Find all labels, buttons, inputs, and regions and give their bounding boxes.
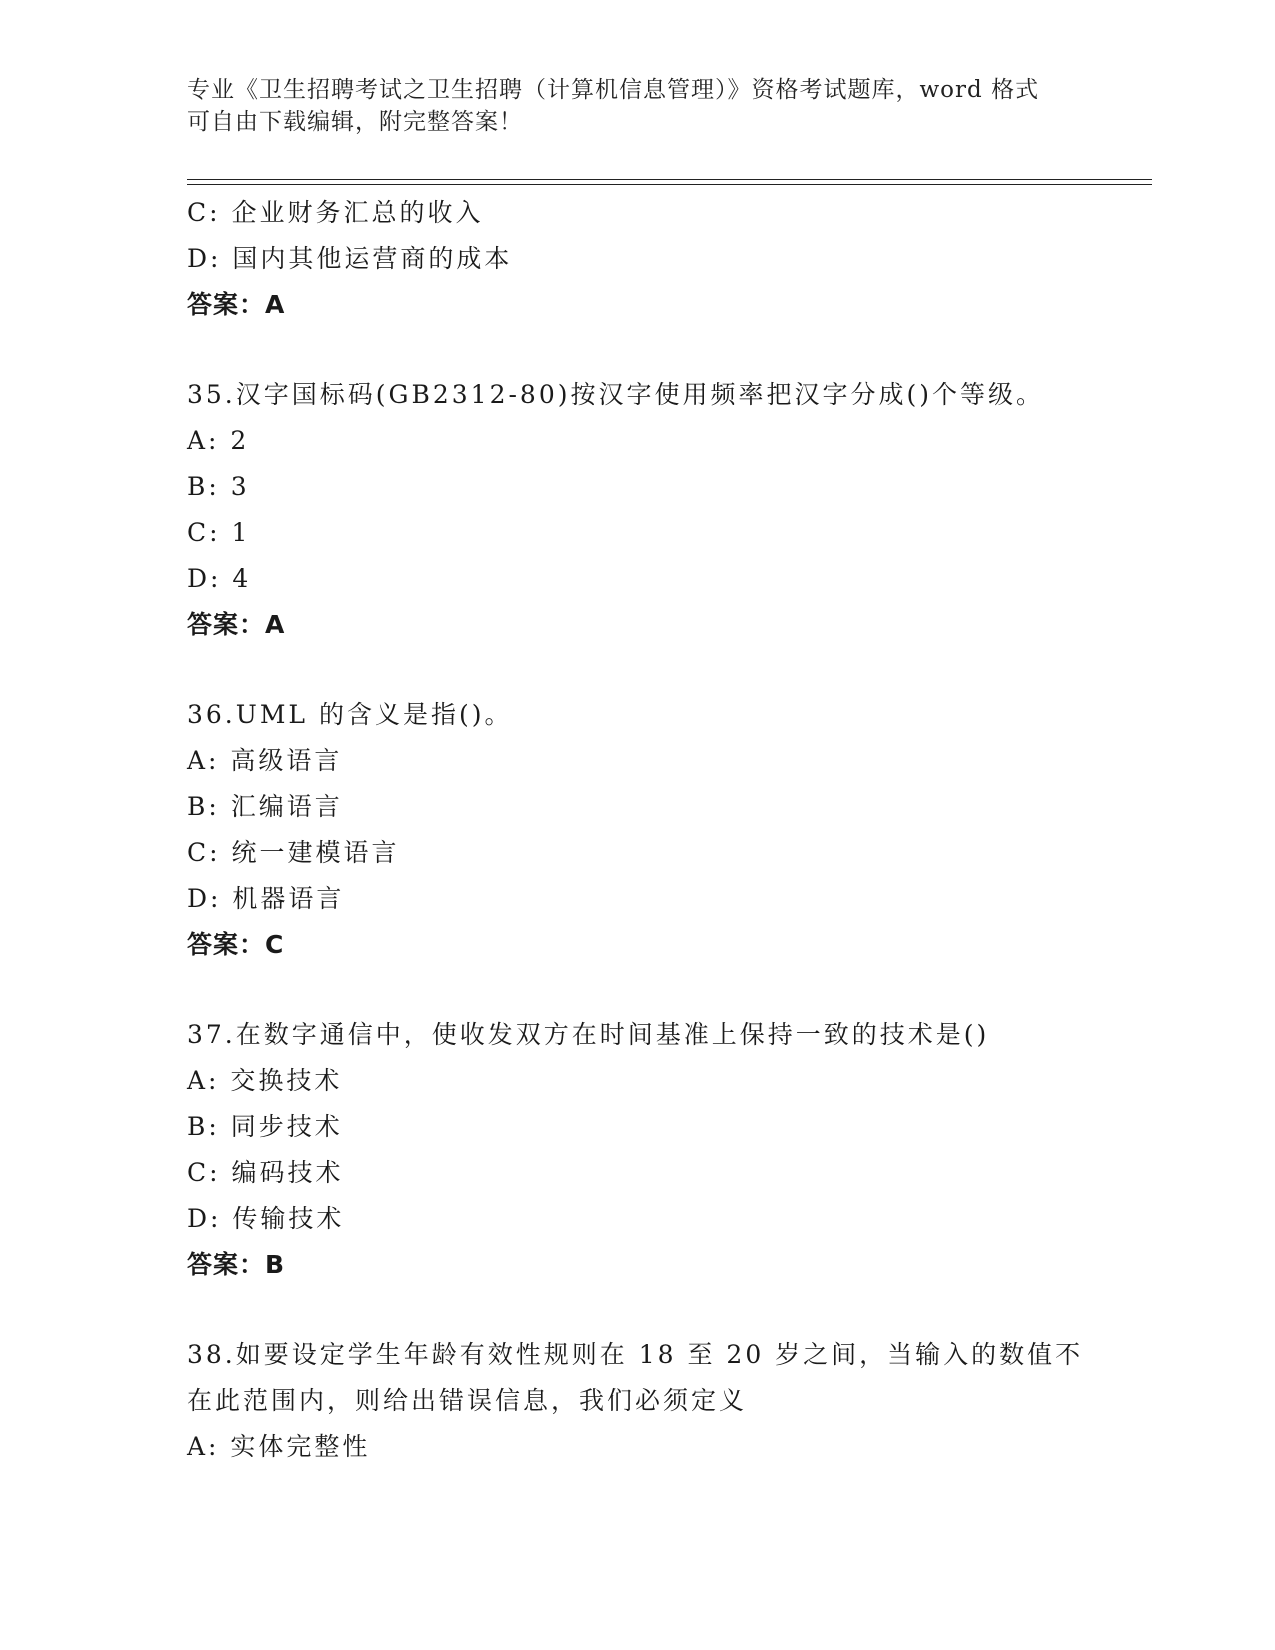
option-a: A: 高级语言: [187, 746, 343, 775]
option-b: B: 汇编语言: [187, 792, 343, 821]
question-spacer: [187, 328, 1087, 372]
answer-line: 答案：B: [187, 1250, 286, 1279]
option-a: A: 2: [187, 426, 250, 455]
option-d: D: 传输技术: [187, 1204, 345, 1233]
question-spacer: [187, 968, 1087, 1012]
question-stem: 37.在数字通信中，使收发双方在时间基准上保持一致的技术是(): [187, 1020, 990, 1049]
header-divider-bottom: [187, 184, 1152, 185]
option-c: C: 企业财务汇总的收入: [187, 198, 484, 227]
question-stem: 35.汉字国标码(GB2312-80)按汉字使用频率把汉字分成()个等级。: [187, 380, 1044, 409]
header-line-2: 可自由下载编辑，附完整答案！: [187, 109, 523, 135]
document-header: [187, 74, 1067, 138]
question-stem-line-2: 在此范围内，则给出错误信息，我们必须定义: [187, 1386, 748, 1415]
option-a: A: 交换技术: [187, 1066, 343, 1095]
option-c: C: 1: [187, 518, 251, 547]
question-stem: 36.UML 的含义是指()。: [187, 700, 513, 729]
option-b: B: 3: [187, 472, 250, 501]
option-d: D: 国内其他运营商的成本: [187, 244, 513, 273]
question-stem-line-1: 38.如要设定学生年龄有效性规则在 18 至 20 岁之间，当输入的数值不: [187, 1340, 1084, 1369]
header-divider-top: [187, 179, 1152, 180]
question-list: [187, 190, 1087, 1470]
option-b: B: 同步技术: [187, 1112, 343, 1141]
option-c: C: 编码技术: [187, 1158, 344, 1187]
answer-line: 答案：A: [187, 610, 286, 639]
question-spacer: [187, 648, 1087, 692]
option-a: A: 实体完整性: [187, 1432, 371, 1461]
option-d: D: 4: [187, 564, 252, 593]
question-spacer: [187, 1288, 1087, 1332]
answer-line: 答案：A: [187, 290, 286, 319]
header-line-1: 专业《卫生招聘考试之卫生招聘（计算机信息管理）》资格考试题库，word 格式: [187, 77, 1040, 103]
answer-line: 答案：C: [187, 930, 285, 959]
option-c: C: 统一建模语言: [187, 838, 400, 867]
option-d: D: 机器语言: [187, 884, 345, 913]
